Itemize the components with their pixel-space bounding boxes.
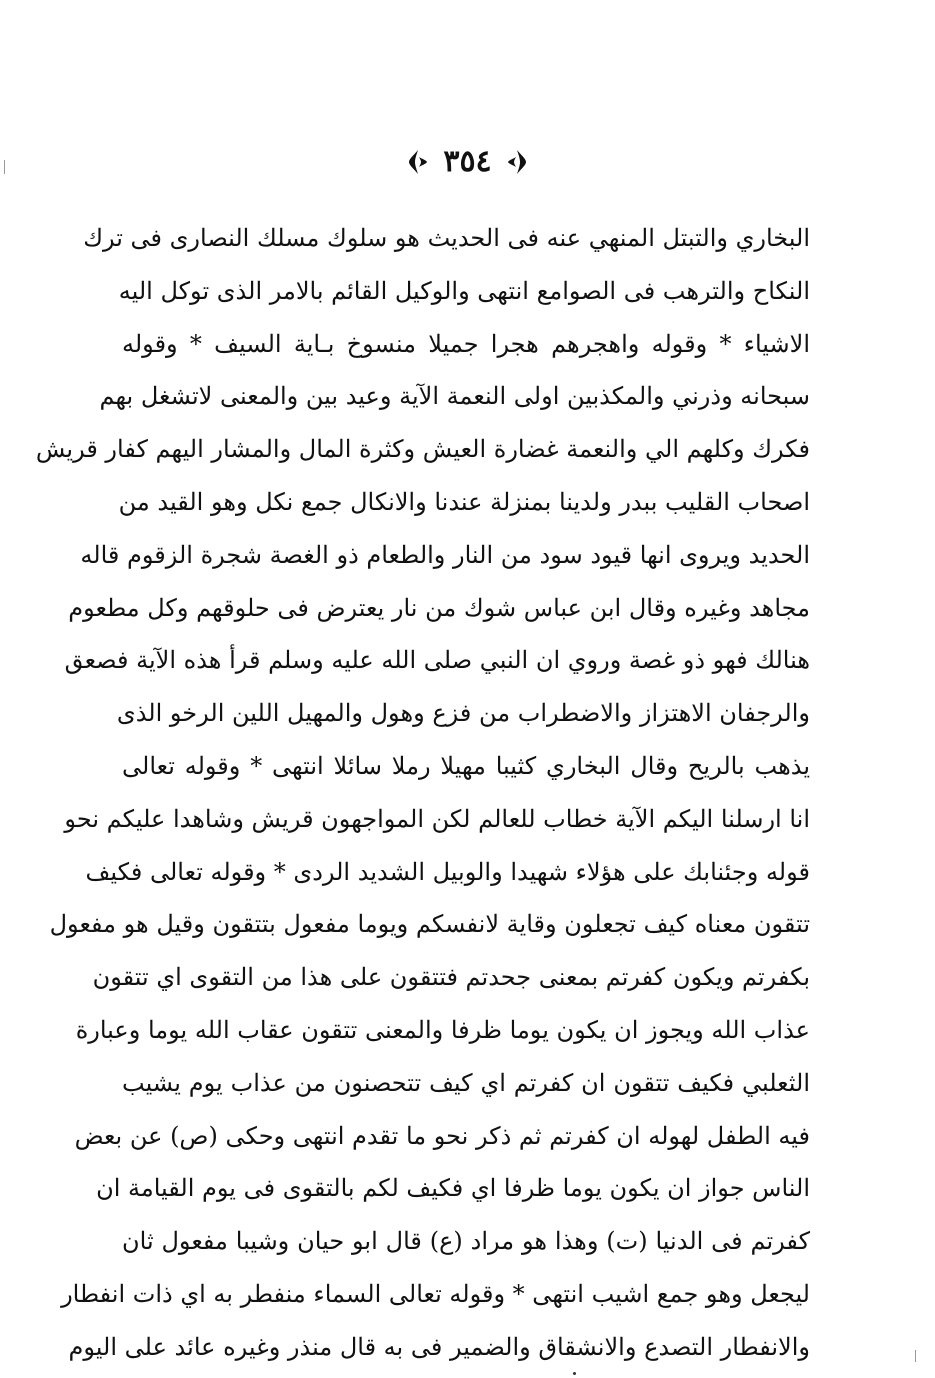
- text-line: عذاب الله ويجوز ان يكون يوما ظرفا والمعنى تتقون عقاب الله يوما وعبارة: [75, 1015, 810, 1044]
- text-line: انا ارسلنا اليكم الآية خطاب للعالم لكن المواجهون قريش وشاهدا عليكم نحو: [64, 804, 810, 833]
- text-line: يذهب بالريح وقال البخاري كثيبا مهيلا رملا سائلا انتهى * وقوله تعالى: [122, 751, 810, 780]
- text-line: الناس جواز ان يكون يوما ظرفا اي فكيف لكم بالتقوى فى يوم القيامة ان: [96, 1174, 810, 1203]
- text-line: اصحاب القليب ببدر ولدينا بمنزلة عندنا والانكال جمع نكل وهو القيد من: [118, 487, 810, 516]
- text-line: هنالك فهو ذو غصة وروي ان النبي صلى الله عليه وسلم قرأ هذه الآية فصعق: [64, 646, 810, 675]
- body-text: [35, 212, 810, 1375]
- scan-edge-mark: [4, 160, 5, 174]
- text-line: والانفطار التصدع والانشقاق والضمير فى به قال منذر وغيره عائد على اليوم: [68, 1332, 810, 1361]
- text-line: الحديد ويروى انها قيود سود من النار والطعام ذو الغصة شجرة الزقوم قاله: [80, 540, 810, 569]
- floral-ornament-icon: [506, 148, 528, 176]
- text-line: البخاري والتبتل المنهي عنه فى الحديث هو سلوك مسلك النصارى فى ترك: [83, 224, 810, 252]
- text-line: مجاهد وغيره وقال ابن عباس شوك من نار يعترض فى حلوقهم وكل مطعوم: [68, 593, 810, 622]
- text-line: الثعلبي فكيف تتقون ان كفرتم اي كيف تتحصنون من عذاب يوم يشيب: [122, 1068, 810, 1097]
- text-line: قوله وجئنابك على هؤلاء شهيدا والوبيل الشديد الردى * وقوله تعالى فكيف: [85, 857, 810, 886]
- text-line: الاشياء * وقوله واهجرهم هجرا جميلا منسوخ بـاية السيف * وقوله: [122, 329, 810, 358]
- scan-edge-mark: [915, 1350, 916, 1362]
- text-line: فيه الطفل لهوله ان كفرتم ثم ذكر نحو ما تقدم انتهى وحكى (ص) عن بعض: [74, 1121, 810, 1150]
- text-line: والرجفان الاهتزاز والاضطراب من فزع وهول والمهيل اللين الرخو الذى: [116, 699, 810, 728]
- floral-ornament-icon: [407, 148, 429, 176]
- text-line: كفرتم فى الدنيا (ت) وهذا هو مراد (ع) قال ابو حيان وشيبا مفعول ثان: [122, 1227, 810, 1256]
- text-line: بكفرتم ويكون كفرتم بمعنى جحدتم فتتقون على هذا من التقوى اي تتقون: [92, 963, 810, 992]
- page-header: [0, 138, 935, 186]
- text-line: النكاح والترهب فى الصوامع انتهى والوكيل القائم بالامر الذى توكل اليه: [118, 276, 810, 305]
- text-line: تتقون معناه كيف تجعلون وقاية لانفسكم ويوما مفعول بتتقون وقيل هو مفعول: [49, 910, 810, 939]
- text-line: فكرك وكلهم الي والنعمة غضارة العيش وكثرة المال والمشار اليهم كفار قريش: [35, 435, 810, 464]
- text-line: سبحانه وذرني والمكذبين اولى النعمة الآية وعيد بين والمعنى لاتشغل بهم: [99, 382, 810, 411]
- ink-speck: [573, 1372, 576, 1375]
- page-number: ٣٥٤: [443, 144, 492, 179]
- text-line: ليجعل وهو جمع اشيب انتهى * وقوله تعالى السماء منفطر به اي ذات انفطار: [61, 1279, 810, 1308]
